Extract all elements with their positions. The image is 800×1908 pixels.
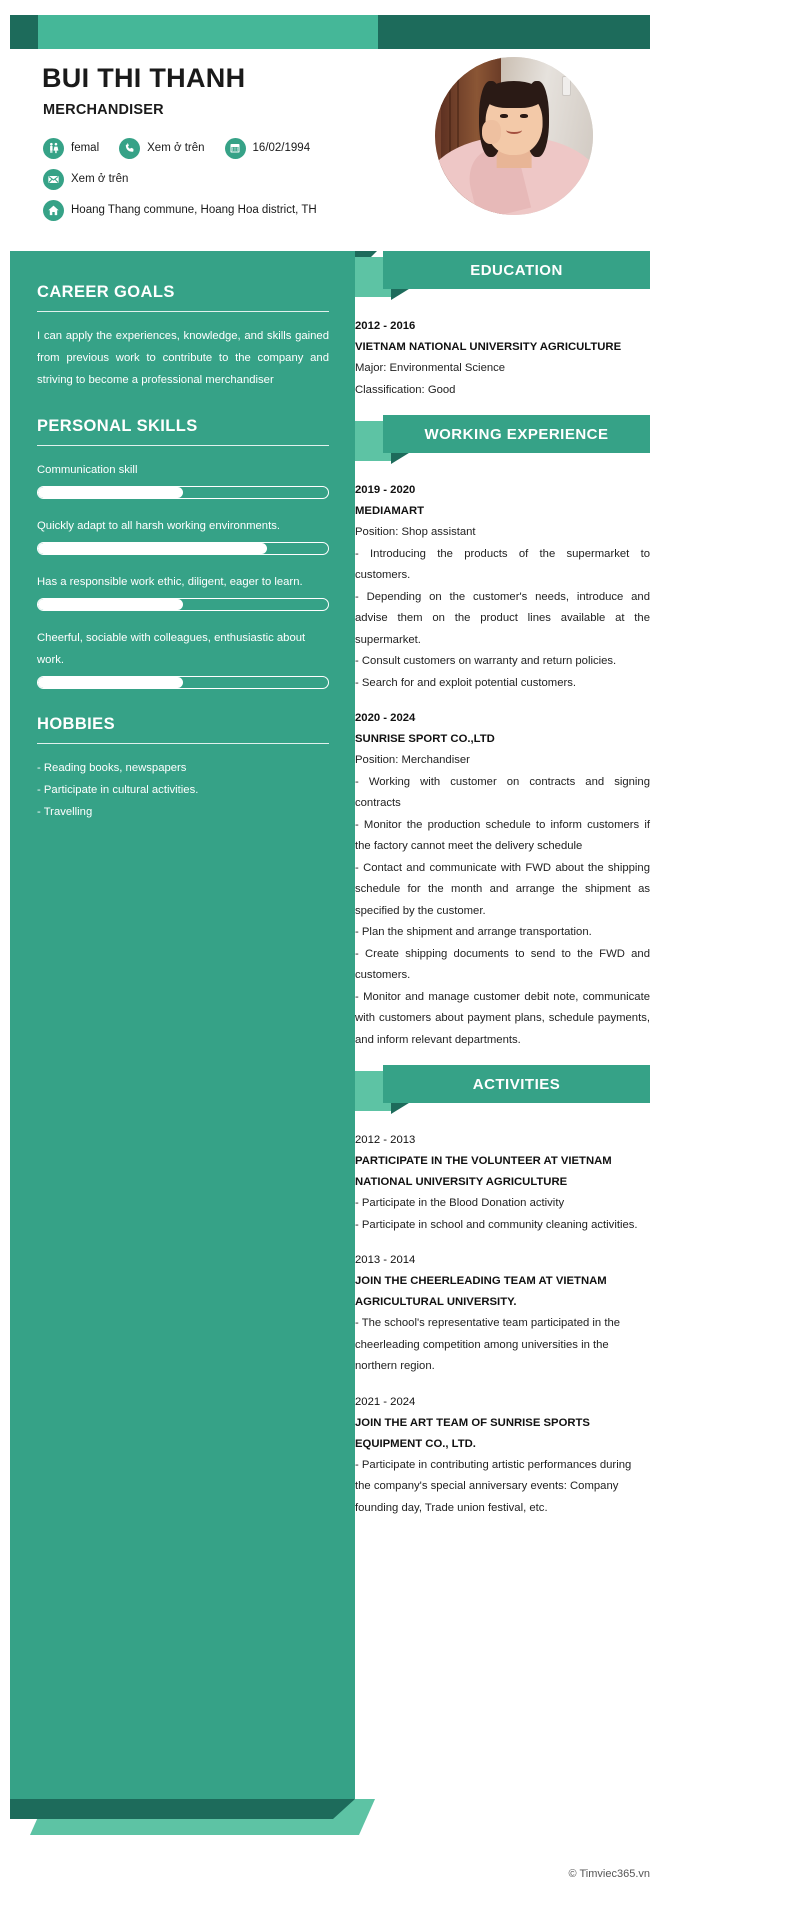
- experience-entry: [355, 708, 650, 1051]
- section-hobbies: [37, 715, 329, 823]
- activity-entry: [355, 1250, 650, 1378]
- entry-detail: - Create shipping documents to send to the FWD and customers.: [355, 947, 650, 981]
- hobbies-title: HOBBIES: [37, 715, 115, 733]
- ribbon-band: [383, 251, 650, 289]
- entry-detail: - Introducing the products of the supermarket to customers.: [355, 547, 650, 581]
- contact-gender-value: femal: [71, 142, 100, 154]
- entry-detail: - Monitor the production schedule to inform customers if the factory cannot meet the delivery schedule: [355, 818, 650, 852]
- entry-detail: - Monitor and manage customer debit note, communicate with customers about payment plans, schedule payments, and inform relevant departments.: [355, 990, 650, 1046]
- contact-gender: [43, 138, 99, 159]
- section-activities: [355, 1130, 650, 1519]
- career-goals-text: I can apply the experiences, knowledge, and skills gained from previous work to contribute to the company and striving to become a professional merchandiser: [37, 330, 329, 386]
- skill-bar: [37, 486, 329, 499]
- entry-date: 2019 - 2020: [355, 484, 416, 496]
- entry-detail: Position: Shop assistant: [355, 526, 476, 538]
- skill-bar-fill: [38, 599, 183, 610]
- hobbies-divider: [37, 743, 329, 744]
- home-icon: [43, 200, 64, 221]
- list-item: - Travelling: [37, 806, 93, 818]
- entry-organization: JOIN THE CHEERLEADING TEAM AT VIETNAM AGRICULTURAL UNIVERSITY.: [355, 1275, 607, 1308]
- entry-detail: - Participate in the Blood Donation activity: [355, 1197, 565, 1209]
- contact-address-value: Hoang Thang commune, Hoang Hoa district, TH: [71, 204, 317, 216]
- avatar-smile: [506, 127, 522, 135]
- contact-phone-value: Xem ở trên: [147, 142, 205, 154]
- contact-row-2: [43, 168, 383, 190]
- entry-detail: - Participate in school and community cleaning activities.: [355, 1218, 638, 1231]
- skill-item: [37, 571, 329, 611]
- calendar-icon: [225, 138, 246, 159]
- contact-address: [43, 200, 317, 221]
- working-experience-title: WORKING EXPERIENCE: [424, 425, 609, 443]
- contact-birthday: [225, 138, 311, 159]
- gender-icon: [43, 138, 64, 159]
- skill-item: [37, 515, 329, 555]
- contact-info: [43, 137, 383, 230]
- entry-detail: Major: Environmental Science: [355, 362, 506, 374]
- contact-email: [43, 169, 128, 190]
- contact-email-value: Xem ở trên: [71, 173, 129, 185]
- career-goals-title: CAREER GOALS: [37, 283, 175, 301]
- avatar: [435, 57, 593, 215]
- entry-date: 2012 - 2016: [355, 320, 416, 332]
- section-working-experience: [355, 480, 650, 1051]
- skill-bar: [37, 676, 329, 689]
- education-ribbon: [355, 251, 650, 298]
- avatar-bangs: [485, 81, 543, 108]
- skill-bar: [37, 598, 329, 611]
- entry-organization: PARTICIPATE IN THE VOLUNTEER AT VIETNAM NATIONAL UNIVERSITY AGRICULTURE: [355, 1155, 612, 1188]
- list-item: - Reading books, newspapers: [37, 762, 187, 774]
- experience-entry: [355, 480, 650, 694]
- career-goals-divider: [37, 311, 329, 312]
- entry-detail: - Search for and exploit potential customers.: [355, 676, 577, 689]
- personal-skills-title: PERSONAL SKILLS: [37, 417, 198, 435]
- skill-bar-fill: [38, 677, 183, 688]
- skill-label: Cheerful, sociable with colleagues, enthusiastic about work.: [37, 632, 306, 666]
- copyright-text: © Timviec365.vn: [568, 1868, 650, 1880]
- cv-header: [10, 49, 650, 251]
- contact-row-1: [43, 137, 383, 159]
- skill-bar-fill: [38, 487, 183, 498]
- entry-detail: - Working with customer on contracts and signing contracts: [355, 775, 650, 809]
- entry-detail: Classification: Good: [355, 383, 456, 396]
- entry-date: 2013 - 2014: [355, 1254, 416, 1266]
- entry-detail: - Depending on the customer's needs, introduce and advise them on the product lines available at the supermarket.: [355, 590, 650, 646]
- sidebar: [10, 251, 355, 1799]
- candidate-name: BUI THI THANH: [42, 63, 246, 93]
- skill-item: [37, 459, 329, 499]
- entry-organization: SUNRISE SPORT CO.,LTD: [355, 733, 495, 745]
- avatar-wall-phone: [562, 76, 571, 96]
- ribbon-band: [383, 1065, 650, 1103]
- skill-bar-fill: [38, 543, 267, 554]
- activities-ribbon: [355, 1065, 650, 1112]
- education-entry: [355, 316, 650, 401]
- candidate-job-title: MERCHANDISER: [43, 102, 164, 118]
- contact-row-3: [43, 199, 383, 221]
- contact-phone: [119, 138, 204, 159]
- avatar-eye-right: [520, 114, 528, 118]
- entry-date: 2021 - 2024: [355, 1395, 416, 1408]
- entry-organization: JOIN THE ART TEAM OF SUNRISE SPORTS EQUIPMENT CO., LTD.: [355, 1416, 590, 1450]
- section-personal-skills: [37, 417, 329, 689]
- skill-label: Has a responsible work ethic, diligent, eager to learn.: [37, 576, 303, 588]
- email-icon: [43, 169, 64, 190]
- skill-item: [37, 627, 329, 689]
- entry-detail: - The school's representative team participated in the cheerleading competition among universities in the northern region.: [355, 1317, 621, 1372]
- activity-entry: [355, 1130, 650, 1236]
- activity-entry: [355, 1392, 650, 1520]
- entry-detail: - Participate in contributing artistic performances during the company's special anniversary events: Company founding day, Trade union festival, etc.: [355, 1458, 632, 1514]
- footer: [355, 1868, 650, 1880]
- contact-birthday-value: 16/02/1994: [252, 142, 311, 154]
- entry-detail: Position: Merchandiser: [355, 754, 470, 766]
- section-education: [355, 316, 650, 401]
- entry-detail: - Consult customers on warranty and return policies.: [355, 655, 617, 667]
- main-column: [355, 251, 650, 1533]
- avatar-hand: [482, 120, 501, 144]
- entry-detail: - Plan the shipment and arrange transportation.: [355, 926, 592, 938]
- section-career-goals: [37, 283, 329, 391]
- avatar-eye-left: [500, 114, 508, 118]
- skill-bar: [37, 542, 329, 555]
- ribbon-band: [383, 415, 650, 453]
- skill-label: Quickly adapt to all harsh working environments.: [37, 520, 280, 532]
- avatar-image: [435, 57, 593, 215]
- skill-label: Communication skill: [37, 464, 138, 476]
- top-bar-light: [38, 15, 378, 49]
- entry-detail: - Contact and communicate with FWD about the shipping schedule for the month and arrange the shipment as specified by the customer.: [355, 861, 650, 917]
- phone-icon: [119, 138, 140, 159]
- personal-skills-divider: [37, 445, 329, 446]
- entry-date: 2020 - 2024: [355, 712, 416, 724]
- activities-title: ACTIVITIES: [472, 1075, 561, 1093]
- working-experience-ribbon: [355, 415, 650, 462]
- entry-organization: MEDIAMART: [355, 505, 425, 517]
- entry-date: 2012 - 2013: [355, 1134, 416, 1146]
- entry-organization: VIETNAM NATIONAL UNIVERSITY AGRICULTURE: [355, 341, 622, 353]
- education-title: EDUCATION: [470, 261, 563, 279]
- sidebar-bottom-shadow: [10, 1799, 355, 1819]
- list-item: - Participate in cultural activities.: [37, 784, 199, 796]
